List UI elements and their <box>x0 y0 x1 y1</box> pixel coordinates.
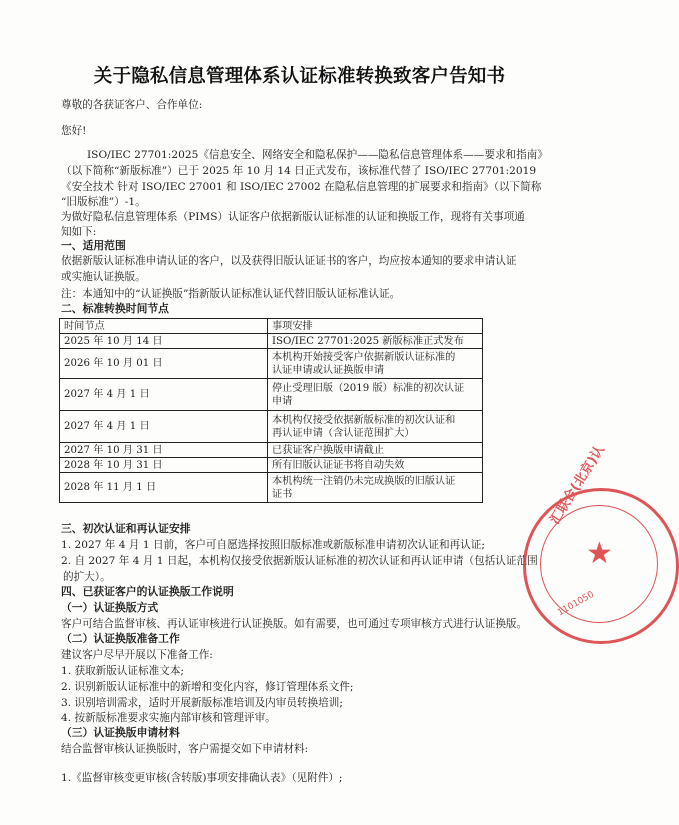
table-row <box>60 473 483 503</box>
section-2-heading: 二、标准转换时间节点 <box>61 302 169 315</box>
intro-line: 为做好隐私信息管理体系（PIMS）认证客户依据新版认证标准的认证和换版工作，现将有关事项通 <box>61 211 525 223</box>
table-row <box>60 349 483 379</box>
section-4-sub1: （一）认证换版方式 <box>61 601 159 614</box>
table-header-date: 时间节点 <box>60 319 268 334</box>
prep-line: 3. 识别培训需求，适时开展新版标准培训及内审员转换培训; <box>61 697 343 709</box>
row-item: 所有旧版认证证书将自动失效 <box>268 458 483 473</box>
table-header-row <box>60 319 483 334</box>
row-date: 2027 年 4 月 1 日 <box>60 379 268 411</box>
section-3-heading: 三、初次认证和再认证安排 <box>61 522 191 535</box>
section-4-sub2: （二）认证换版准备工作 <box>61 632 180 645</box>
section-1-heading: 一、适用范围 <box>61 239 126 252</box>
section-4-sub3-text: 结合监督审核认证换版时，客户需提交如下申请材料: <box>61 743 309 755</box>
section-1-line: 或实施认证换版。 <box>61 271 146 283</box>
row-item-line: 本机构仅接受依据新版标准的初次认证和 <box>272 414 456 426</box>
greeting: 您好! <box>61 125 87 137</box>
table-header-item: 事项安排 <box>268 319 483 334</box>
table-row <box>60 334 483 349</box>
prep-line: 1. 获取新版认证标准文本; <box>61 665 184 677</box>
table-row <box>60 443 483 458</box>
intro-line: “旧版标准”）-1。 <box>61 196 146 208</box>
intro-line: 知如下: <box>61 226 97 238</box>
row-item-line: 停止受理旧版（2019 版）标准的初次认证 <box>272 382 465 394</box>
row-date: 2028 年 11 月 1 日 <box>60 473 268 503</box>
table-row <box>60 411 483 443</box>
row-date: 2026 年 10 月 01 日 <box>60 349 268 379</box>
row-item-line: 申请 <box>272 395 293 407</box>
salutation: 尊敬的各获证客户、合作单位: <box>61 99 203 111</box>
section-3-line: 1. 2027 年 4 月 1 日前，客户可自愿选择按照旧版标准或新版标准申请初次认证和再认证; <box>61 539 485 551</box>
section-1-line: 依据新版认证标准申请认证的客户，以及获得旧版认证证书的客户，均应按本通知的要求申请认证 <box>61 255 517 267</box>
row-item-line: 本机构开始接受客户依据新版认证标准的 <box>272 351 456 363</box>
row-item: ISO/IEC 27701:2025 新版标准正式发布 <box>268 334 483 349</box>
row-item <box>268 379 483 411</box>
timeline-table <box>59 318 483 503</box>
prep-line: 2. 识别新版认证标准中的新增和变化内容，修订管理体系文件; <box>61 681 354 693</box>
row-item-line: 再认证申请（含认证范围扩大） <box>272 427 415 439</box>
row-date: 2028 年 10 月 31 日 <box>60 458 268 473</box>
row-date: 2025 年 10 月 14 日 <box>60 334 268 349</box>
table-row <box>60 379 483 411</box>
row-item <box>268 473 483 503</box>
row-item-line: 本机构统一注销仍未完成换版的旧版认证 <box>272 475 456 487</box>
section-4-sub3: （三）认证换版申请材料 <box>61 726 180 739</box>
intro-line: 《安全技术 针对 ISO/IEC 27001 和 ISO/IEC 27002 在隐私信息管理的扩展要求和指南》（以下简称 <box>61 181 542 193</box>
row-item: 已获证客户换版申请截止 <box>268 443 483 458</box>
section-4-heading: 四、已获证客户的认证换版工作说明 <box>61 585 234 598</box>
star-icon: ★ <box>586 536 613 571</box>
intro-line: ISO/IEC 27701:2025《信息安全、网络安全和隐私保护——隐私信息管理体系——要求和指南》 <box>87 149 548 161</box>
document-title: 关于隐私信息管理体系认证标准转换致客户告知书 <box>93 66 506 87</box>
seal-number: 1101050 <box>556 589 596 619</box>
row-item-line: 证书 <box>272 488 293 500</box>
intro-line: （以下简称“新版标准”）已于 2025 年 10 月 14 日正式发布，该标准代替了 ISO/IEC 27701:2019 <box>61 165 537 177</box>
prep-line: 建议客户尽早开展以下准备工作: <box>61 649 213 661</box>
row-item-line: 认证申请或认证换版申请 <box>272 364 385 376</box>
row-date: 2027 年 4 月 1 日 <box>60 411 268 443</box>
section-3-line: 2. 自 2027 年 4 月 1 日起，本机构仅接受依据新版认证标准的初次认证和再认证申请（包括认证范围 <box>61 555 538 567</box>
row-item <box>268 349 483 379</box>
row-date: 2027 年 10 月 31 日 <box>60 443 268 458</box>
company-seal-stamp <box>523 442 679 644</box>
prep-line: 4. 按新版标准要求实施内部审核和管理评审。 <box>61 712 276 724</box>
table-row <box>60 458 483 473</box>
section-3-line: 的扩大）。 <box>63 571 111 583</box>
section-4-sub1-text: 客户可结合监督审核、再认证审核进行认证换版。如有需要，也可通过专项审核方式进行认证换版。 <box>61 618 528 630</box>
materials-item: 1.《监督审核变更审核(含转版)事项安排确认表》（见附件）; <box>61 772 343 784</box>
row-item <box>268 411 483 443</box>
section-1-note: 注：本通知中的“认证换版”指新版认证标准认证代替旧版认证标准认证。 <box>61 288 401 300</box>
seal-text: 汇联合(北京)认 <box>547 442 608 528</box>
